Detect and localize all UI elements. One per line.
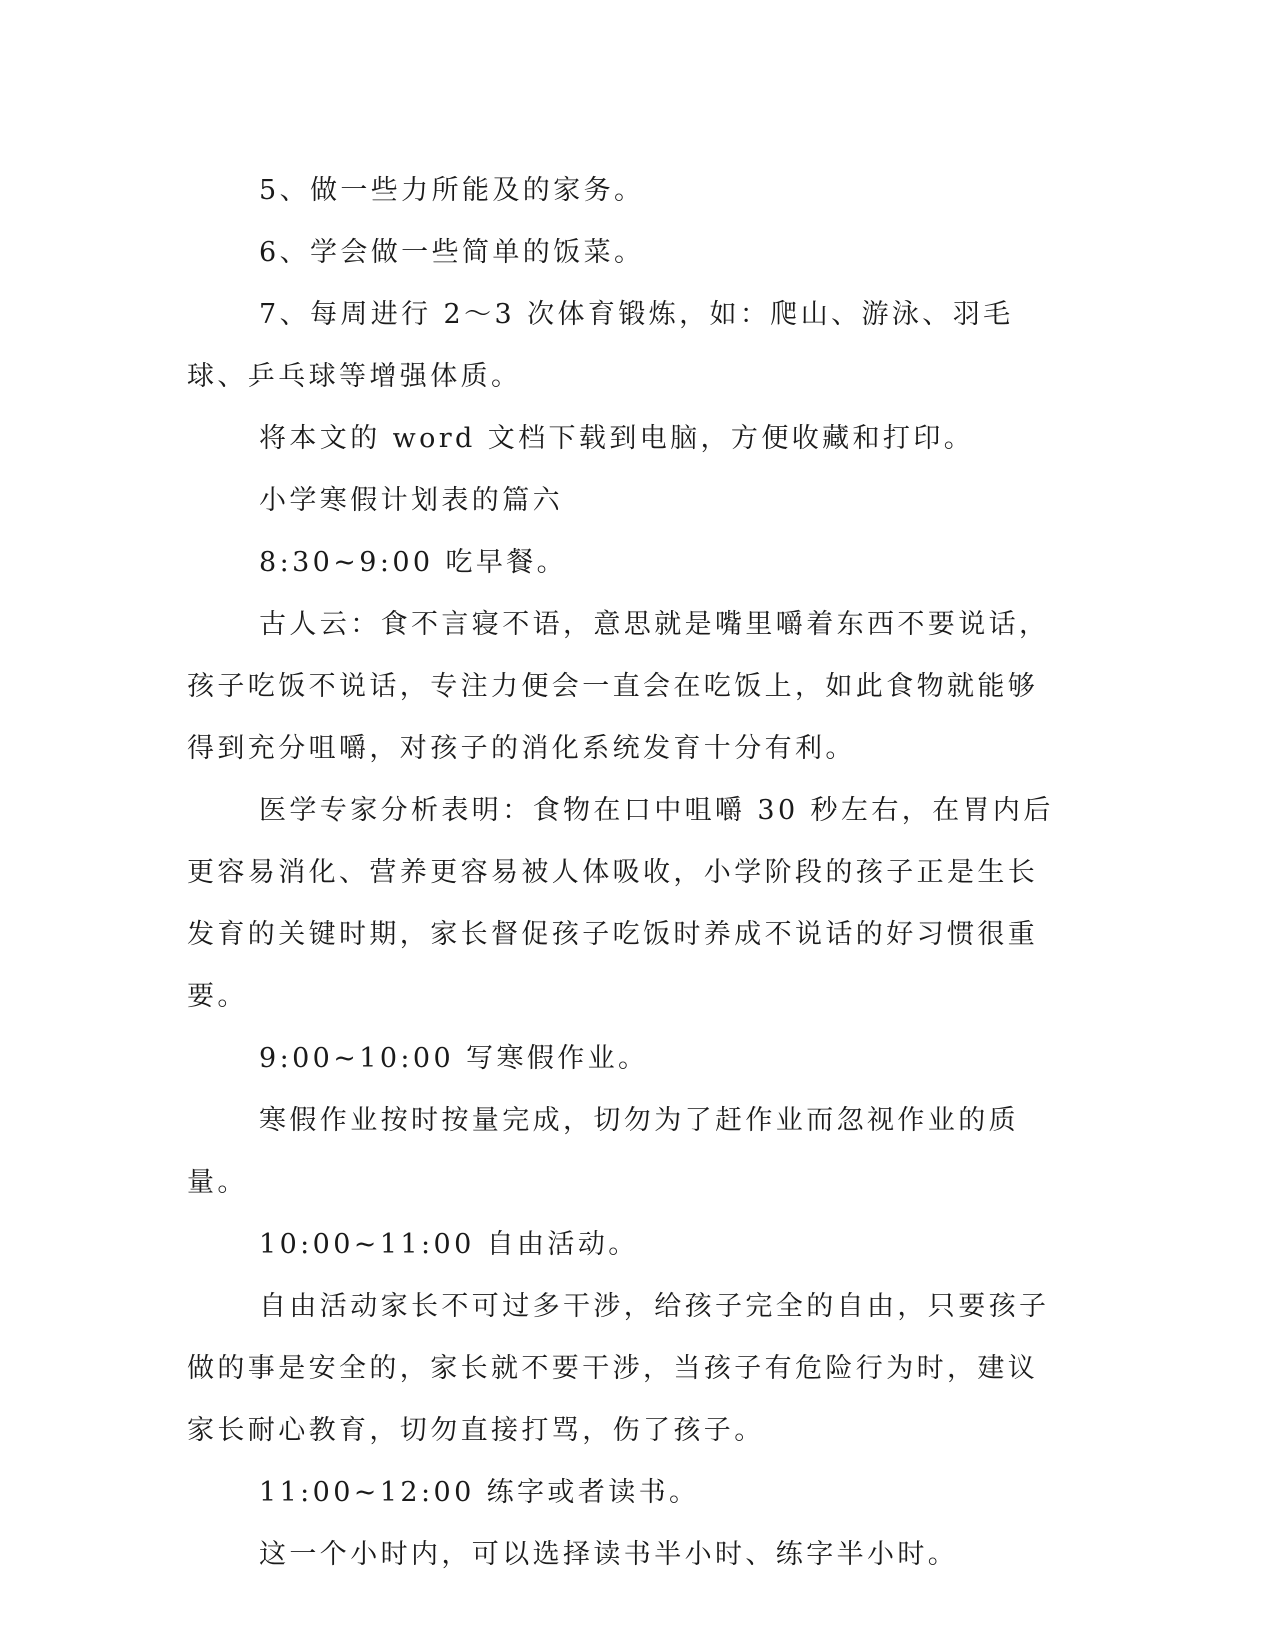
paragraph-cooking: 6、学会做一些简单的饭菜。: [259, 237, 645, 268]
paragraph-exercise: 7、每周进行 2～3 次体育锻炼，如：爬山、游泳、羽毛球、乒乓球等增强体质。: [187, 299, 1014, 392]
paragraph-free-time: 10:00~11:00 自由活动。: [259, 1229, 639, 1260]
paragraph-breakfast-time: 8:30~9:00 吃早餐。: [259, 547, 568, 578]
paragraph-reading-time: 11:00~12:00 练字或者读书。: [259, 1477, 700, 1508]
paragraph-download-note: 将本文的 word 文档下载到电脑，方便收藏和打印。: [259, 423, 975, 454]
section-heading: 小学寒假计划表的篇六: [259, 485, 563, 516]
paragraph-reading-advice: 这一个小时内，可以选择读书半小时、练字半小时。: [259, 1539, 959, 1570]
paragraph-housework: 5、做一些力所能及的家务。: [259, 175, 645, 206]
paragraph-breakfast-advice: 古人云：食不言寝不语，意思就是嘴里嚼着东西不要说话，孩子吃饭不说话，专注力便会一直会在吃饭上，如此食物就能够得到充分咀嚼，对孩子的消化系统发育十分有利。: [187, 609, 1050, 764]
paragraph-homework-advice: 寒假作业按时按量完成，切勿为了赶作业而忽视作业的质量。: [187, 1105, 1019, 1198]
paragraph-chewing-advice: 医学专家分析表明：食物在口中咀嚼 30 秒左右，在胃内后更容易消化、营养更容易被人体吸收，小学阶段的孩子正是生长发育的关键时期，家长督促孩子吃饭时养成不说话的好习惯很重要。: [187, 795, 1054, 1012]
paragraph-homework-time: 9:00~10:00 写寒假作业。: [259, 1043, 649, 1074]
paragraph-free-time-advice: 自由活动家长不可过多干涉，给孩子完全的自由，只要孩子做的事是安全的，家长就不要干涉，当孩子有危险行为时，建议家长耐心教育，切勿直接打骂，伤了孩子。: [187, 1291, 1050, 1446]
document-body: [187, 160, 1062, 1586]
